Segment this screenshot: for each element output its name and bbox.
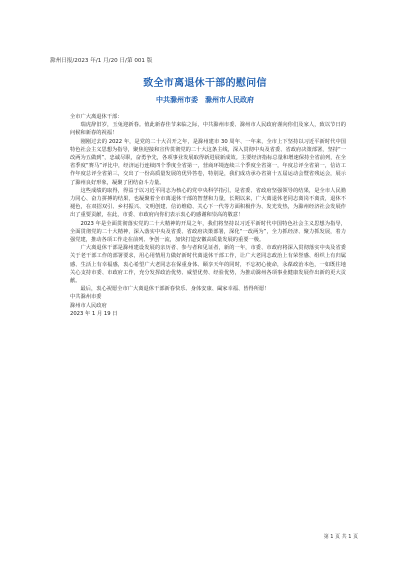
paragraph-wishes: 最后，衷心祝愿全市广大离退休干部新春快乐、身体安康、阖家幸福、皆得所愿！ <box>80 286 270 293</box>
paragraph-hopes: 广大离退休干部是滁州建设发展的亲历者、参与者和见证者，新的一年，市委、市政府将深入贯彻落实中央及省委关于老干部工作的部署要求，用心用情用力做好新时代离退休干部工作，让广大老同志政治上有荣誉感、组织上有归属感、生活上有幸福感，衷心希望广大老同志在保重身体、颐享天年的同时，不忘初心使命，永葆政治本色，一如既往地关心支持市委、市政府工作，充分发挥政治优势、威望优势、经验优势，为推动滁州各项事业健康发展作出新的更大贡献。 <box>70 245 346 285</box>
article-body <box>70 113 346 318</box>
paragraph-thanks: 这些成绩的取得，得益于以习近平同志为核心的党中央科学指引，是省委、省政府坚强领导的结果，是全市人民勠力同心、奋力拼搏的结果，也凝聚着全市离退休干部的智慧和力量，长期以来，广大离退休老同志离岗不离责，退休不褪色，在双招双引、乡村振兴、文明创建、信访维稳、关心下一代等方面积极作为、发光发热，为滁州经济社会发展作出了重要贡献，在此，市委、市政府向你们表示衷心的感谢和崇高的敬意！ <box>70 187 346 219</box>
paragraph-review-2022: 刚刚过去的 2022 年，是党的二十大召开之年，是滁州建市 30 周年、一年来，全市上下坚持以习近平新时代中国特色社会主义思想为指导，聚焦迎接和宣传贯彻党的二十大这条主线，深入贯彻中央及省委、省政府决策部署，坚持“一改两为五做到”，忠诚尽职，奋勇争先，各项事业发展取得新进展新成效。主要经济指标总量和增速保持全省前列，在全省季度“赛马”评比中，经济运行连续四个季度全省第一，营商环境连续三个季度全省第一，年度总评全省第一，信访工作年度总评全省第三，交出了一份高质量发展的优异答卷，特别是，我们成功承办省第十五届运动会暨省残运会，展示了滁州良好形象，凝聚了团结奋斗力量。 <box>70 138 346 186</box>
signature-date: 2023 年 1 月 19 日 <box>70 310 118 317</box>
article-title: 致全市离退休干部的慰问信 <box>143 78 267 89</box>
newspaper-source-line: 滁州日报/2023 年/1 月/20 日/第 001 版 <box>50 58 153 64</box>
paragraph-greeting: 瑞虎辞旧岁，玉兔迎新春。值此新春佳节来临之际，中共滁州市委、滁州市人民政府谨向你们及家人，致以节日的问候和新春的祝福！ <box>70 122 346 137</box>
page-indicator: 第 1 页 共 1 页 <box>323 534 358 540</box>
article-issuer: 中共滁州市委 滁州市人民政府 <box>156 96 254 104</box>
signature-government: 滁州市人民政府 <box>70 302 107 309</box>
paragraph-plan-2023: 2023 年是全面贯彻落实党的二十大精神的开局之年，我们将坚持以习近平新时代中国特色社会主义思想为指导，全面贯彻党的二十大精神，深入落实中央及省委、省政府决策部署，深化“一改两为”，全力抓经济、聚力抓发展，着力强党建，推动各项工作走在前列、争创一流，加快打造安徽高质量发展的重要一极。 <box>70 220 346 244</box>
salutation: 全市广大离退休干部： <box>70 114 123 120</box>
signature-party-committee: 中共滁州市委 <box>70 294 102 301</box>
